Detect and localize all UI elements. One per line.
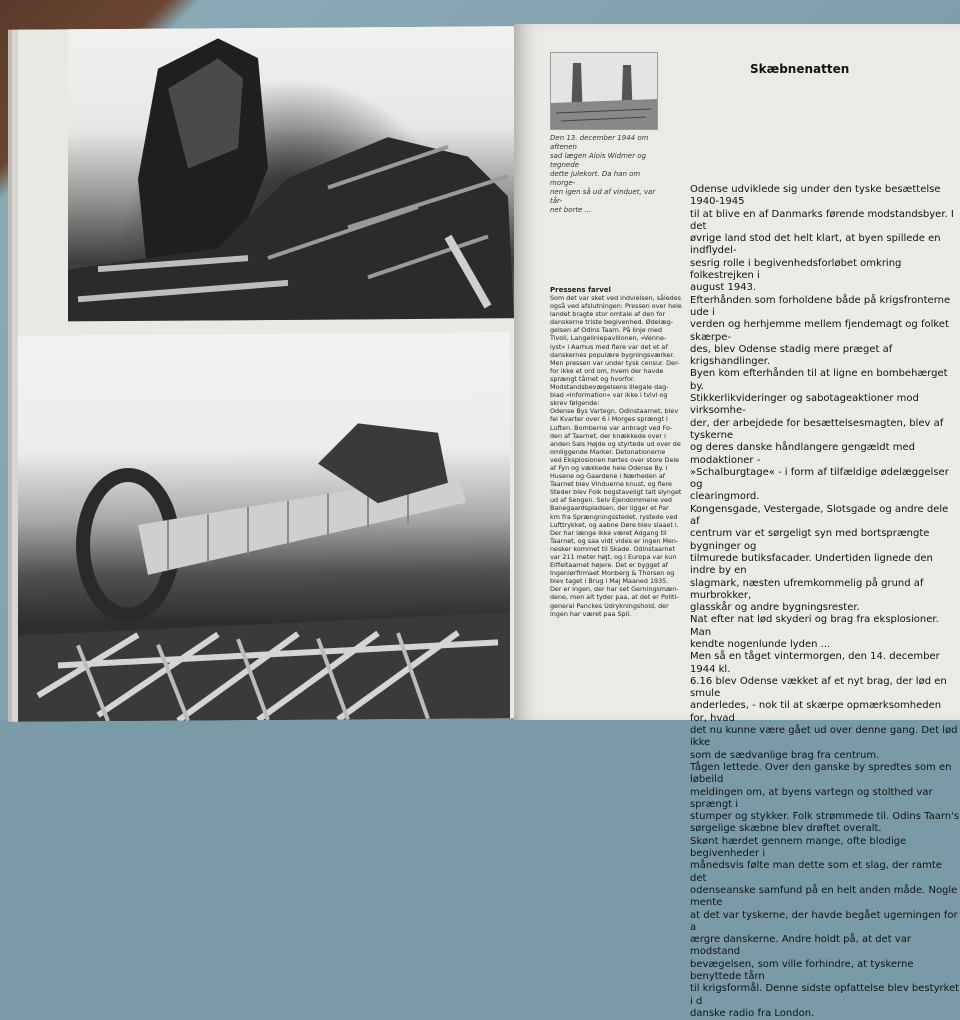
wreckage-illustration-bottom: [18, 332, 510, 721]
right-page: [514, 24, 960, 1019]
main-text: Odense udviklede sig under den tyske besættelse 1940-1945 til at blive en af Danmarks førende modstandsbyer. I det øvrige land stod det helt klart, at byen spillede en indflydel- sesrig rolle i begivenhedsforløbet omkring folkestrejken i august 1943. Efterhånden som forholdene både på krigsfronterne ude i verden og herhjemme mellem fjendemagt og folket skærpe- des, blev Odense stadig mere præget af krigshandlinger. Byen kom efterhånden til at ligne en bombehærget by. Stikkerlikvideringer og sabotageaktioner mod virksomhe- der, der arbejdede for besættelsesmagten, blev af tyskerne og deres danske håndlangere gengældt med modaktioner - »Schalburgtage« - i form af tilfældige ødelæggelser og clearingmord. Kongensgade, Vestergade, Slotsgade og andre dele af centrum var et sørgeligt syn med bortsprængte bygninger og tilmurede butiksfacader. Undertiden lignede den indre by en slagmark, næsten ufremkommelig på grund af murbrokker, glasskår og andre bygningsrester. Nat efter nat lød skyderi og brag fra eksplosioner. Man kendte nogenlunde lyden ... Men så en tåget vintermorgen, den 14. december 1944 kl. 6.16 blev Odense vækket af et nyt brag, der lød en smule anderledes, - nok til at skærpe opmærksomheden for, hvad det nu kunne være gået ud over denne gang. Det lød ikke som de sædvanlige brag fra centrum. Tågen lettede. Over den ganske by spredtes som en løbeild meldingen om, at byens vartegn og stolthed var sprængt i stumper og stykker. Folk strømmede til. Odins Taarn's sørgelige skæbne blev drøftet overalt. Skønt hærdet gennem mange, ofte blodige begivenheder i månedsvis følte man dette som et slag, der ramte det odenseanske samfund på en helt anden måde. Nogle mente at det var tyskerne, der havde begået ugerningen for a ærgre danskerne. Andre holdt på, at det var modstand bevægelsen, som ville forhindre, at tyskerne benyttede tårn til krigsformål. Denne sidste opfattelse blev bestyrket i d danske radio fra London.: [690, 184, 960, 1019]
photo-collapsed-tower-top: [68, 26, 514, 321]
open-book: [18, 20, 960, 1019]
chapter-heading: Skæbnenatten: [750, 62, 850, 76]
sketch-drawing: [551, 53, 657, 129]
wreckage-illustration-top: [68, 26, 514, 321]
sidebar-text: Som det var sket ved indvielsen, således også ved afslutningen: Pressen over hele landet bragte stor omtale af den for danskerne triste begivenhed. Ødelæg- gelsen af Odins Taarn. På linje med Tivoli, Langeliniepavillonen, »Venne- lyst« i Aarhus med flere var det et af danskernes populære bygningsværker. Men pressen var under tysk censur. Der- for ikke et ord om, hvem der havde sprængt tårnet og hvorfor. Modstandsbevægelsens illegale dag- blad »Information« var ikke i tvivl og skrev følgende: Odense Bys Vartegn, Odinstaarnet, blev fel Kvarter over 6 i Morges sprængt i Luften. Bomberne var anbragt ved Fo- den af Taarnet, der knækkede over i anden Sals Højde og styrtede ud over de omliggende Marker. Detonationerne ved Eksplosionen hørtes over store Dele af Fyn og vækkede hele Odense By. I Husene og Gaardene i Nærheden af Taarnet blev Vinduerne knust, og flere Steder blev Folk bogstaveligt talt slynget ud af Sengen. Selv Ejendommene ved Banegaardspladsen, der ligger et Par km fra Sprængningsstedet, rystede ved Lufttrykket, og aabne Døre blev slaaet i. Der har længe ikke været Adgang til Taarnet, og saa vidt vides er ingen Men- nesker kommet til Skade. Odinstaarnet var 211 meter højt, og i Europa var kun Eiffeltaarnet højere. Det er bygget af Ingeniørfirmaet Monberg & Thorsen og blev taget i Brug i Maj Maaned 1935. Der er ingen, der har set Gerningsmæn- dene, men alt tyder paa, at det er Politi- general Panckes Udrykningshold, der ingen har været paa Spil.: [550, 294, 682, 618]
photo-fallen-tower: [18, 332, 510, 721]
sketch-caption: Den 13. december 1944 om aftenen sad lægen Alois Widmer og tegnede dette julekort. Da han om morge- nen igen så ud af vinduet, var tår- net borte ...: [550, 134, 656, 214]
left-page: [18, 26, 516, 721]
tower-sketch-image: [550, 52, 658, 130]
sidebar-title: Pressens farvel: [550, 286, 611, 294]
